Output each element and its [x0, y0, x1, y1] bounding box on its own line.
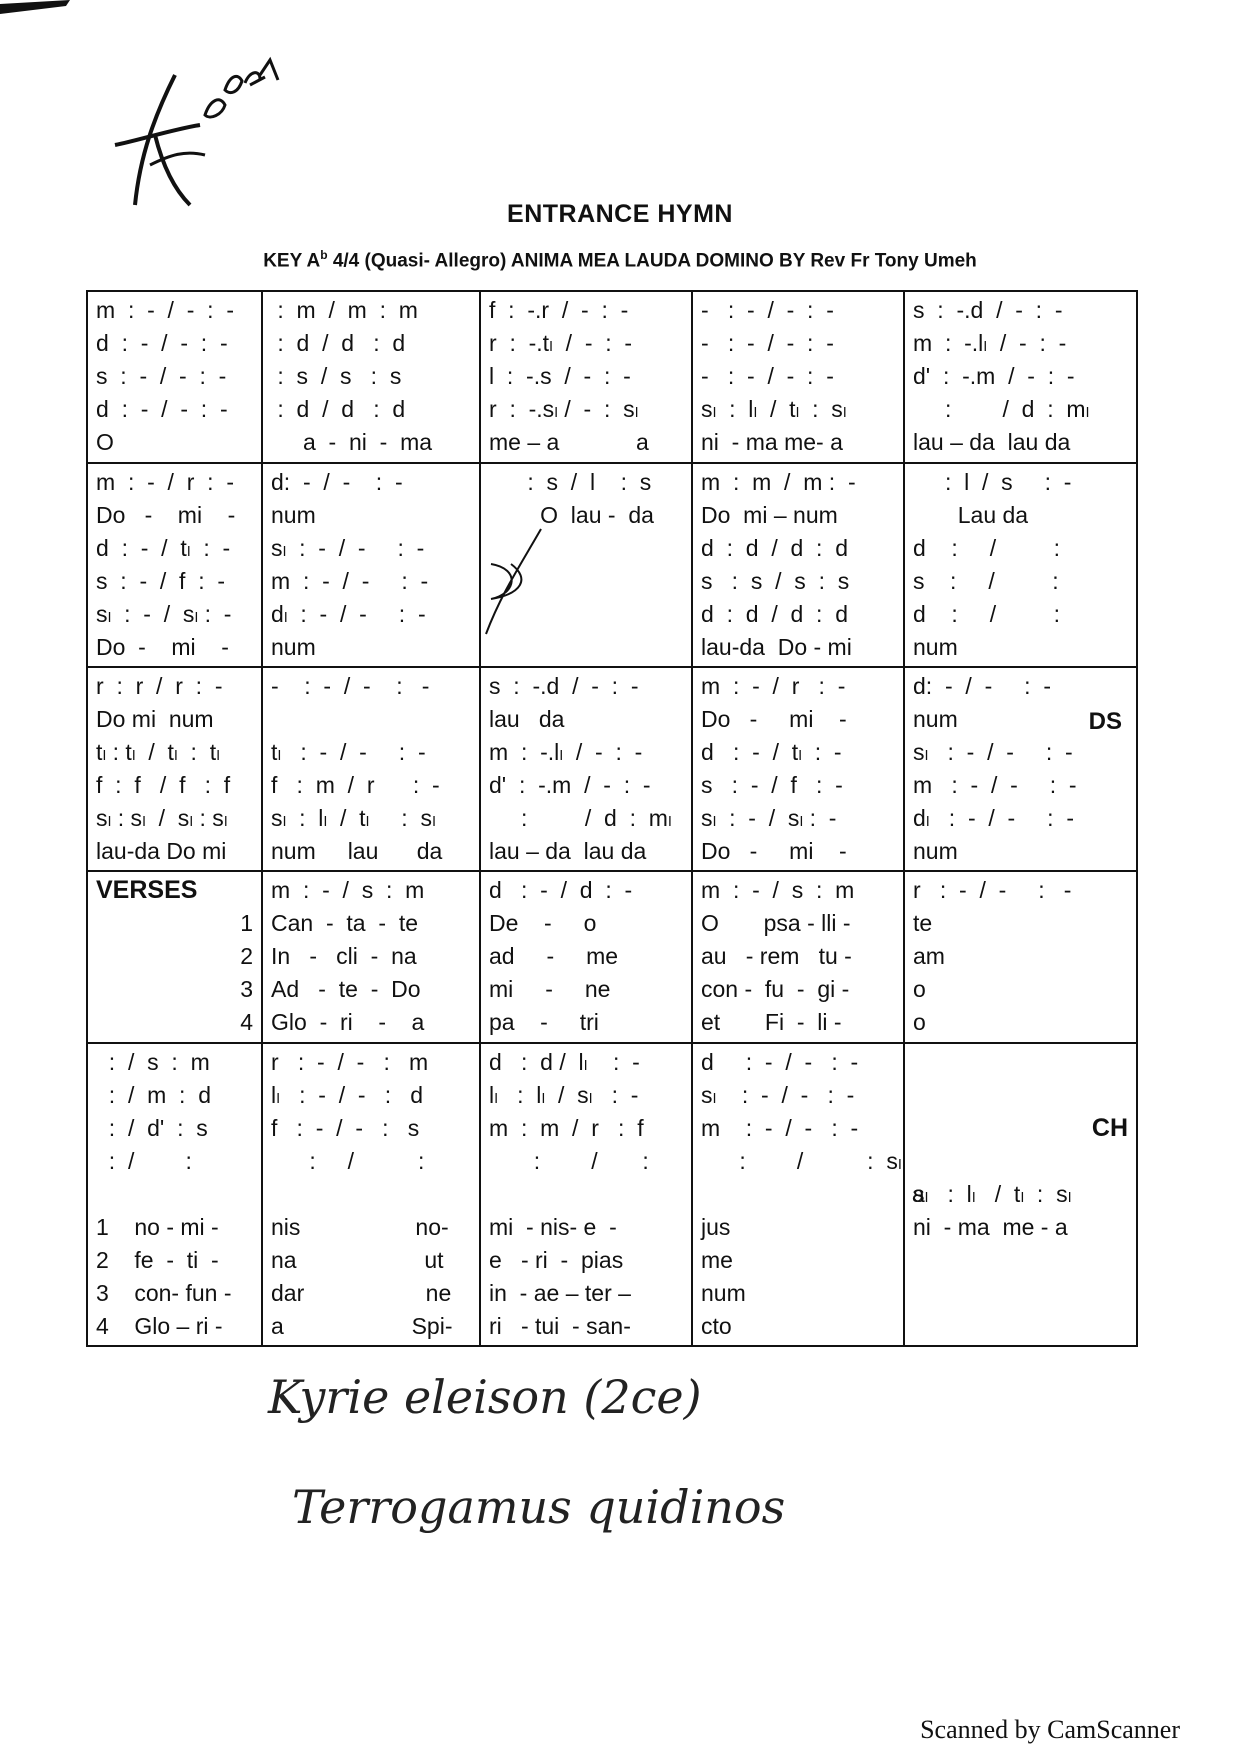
score-line: lau-da Do - mi	[701, 634, 852, 660]
score-line: m : m / r : f	[489, 1115, 644, 1141]
score-row	[87, 667, 1137, 871]
score-line: d : - / tₗ : -	[701, 739, 842, 765]
score-line: 1 no - mi -	[96, 1214, 219, 1240]
score-line: jus	[701, 1214, 731, 1240]
score-line: : / :	[271, 1148, 425, 1174]
handwritten-kyrie: Kyrie eleison (2ce)	[268, 1370, 702, 1424]
score-line: na ut	[271, 1247, 444, 1273]
score-line: m : -.lₗ / - : -	[913, 330, 1067, 356]
score-line: ni - ma me - a	[913, 1214, 1068, 1240]
score-line: r : -.sₗ / - : sₗ	[489, 396, 639, 422]
score-line: sₗ : lₗ / tₗ : sₗ	[271, 805, 436, 831]
score-line: sₗ : lₗ / tₗ : sₗ	[701, 396, 847, 422]
score-line: sₗ : - / - : -	[271, 535, 425, 561]
score-line: d: - / - : -	[913, 673, 1052, 699]
score-line: : / d : mₗ	[489, 805, 672, 831]
score-line: lau – da lau da	[913, 429, 1071, 455]
score-line: dₗ : - / - : -	[913, 805, 1074, 831]
score-cell	[692, 1043, 925, 1346]
score-line: lau-da Do mi	[96, 838, 227, 864]
score-line: : m / m : m	[271, 297, 418, 323]
score-cell	[480, 1043, 692, 1346]
score-row	[87, 291, 1137, 463]
score-cell	[904, 291, 1137, 463]
score-line: m : - / - : -	[913, 772, 1077, 798]
score-line: - : - / - : -	[701, 297, 834, 323]
score-line: r : - / - : -	[913, 877, 1072, 903]
score-cell	[480, 871, 692, 1043]
score-line: au - rem tu -	[701, 943, 852, 969]
score-line: nis no-	[271, 1214, 449, 1240]
score-line: lau da	[489, 706, 565, 732]
score-cell	[87, 667, 262, 871]
score-line: Do - mi -	[96, 502, 236, 528]
score-line	[913, 1145, 1128, 1178]
score-line: te	[913, 910, 933, 936]
score-line: s : -.d / - : -	[489, 673, 639, 699]
score-line: a	[701, 1181, 925, 1207]
score-line: : / d' : s	[96, 1115, 208, 1141]
score-line: d : d / lₗ : -	[489, 1049, 640, 1075]
score-line: mi - nis- e -	[489, 1214, 617, 1240]
score-line: s : - / f : -	[701, 772, 843, 798]
score-line: l : -.s / - : -	[489, 363, 631, 389]
score-line: ri - tui - san-	[489, 1313, 631, 1339]
score-line: m : - / r : -	[701, 673, 846, 699]
score-line: me	[701, 1247, 733, 1273]
score-line: : / :	[489, 1148, 649, 1174]
score-line: dar ne	[271, 1280, 452, 1306]
score-line: num	[913, 838, 958, 864]
score-line	[271, 703, 471, 736]
score-line: me – a a	[489, 429, 649, 455]
score-line: s : - / - : -	[96, 363, 227, 389]
score-cell	[262, 463, 480, 667]
score-cell	[480, 291, 692, 463]
score-line: r : -.tₗ / - : -	[489, 330, 633, 356]
score-line: O psa - lli -	[701, 910, 851, 936]
score-line: a - ni - ma	[271, 429, 433, 455]
score-line: d : d / d : d	[701, 535, 849, 561]
score-line: m : - / s : m	[271, 877, 425, 903]
score-line: De - o	[489, 910, 597, 936]
score-cell	[692, 871, 904, 1043]
score-line: m : -.lₗ / - : -	[489, 739, 643, 765]
score-line: num	[271, 502, 316, 528]
pen-scribble	[481, 524, 621, 644]
score-line: lau – da lau da	[489, 838, 647, 864]
score-line: num lau da	[271, 838, 443, 864]
score-cell	[904, 871, 1137, 1043]
score-line: Do mi num	[96, 706, 214, 732]
score-line: d : / :	[913, 601, 1060, 627]
score-line: lₗ : lₗ / sₗ : -	[489, 1082, 639, 1108]
score-line: O	[96, 429, 114, 455]
score-cell	[692, 667, 904, 871]
score-line: m : - / - : -	[271, 568, 429, 594]
score-line: 4	[240, 1009, 253, 1035]
score-line: - : - / - : -	[701, 363, 834, 389]
score-cell	[87, 291, 262, 463]
score-line: d' : -.m / - : -	[489, 772, 651, 798]
score-line: 1	[240, 910, 253, 936]
solfa-score-table	[86, 290, 1138, 1347]
score-line: d : - / - : -	[701, 1049, 859, 1075]
score-line: m : - / - : -	[701, 1115, 859, 1141]
score-line: am	[913, 943, 945, 969]
score-line: : s / s : s	[271, 363, 402, 389]
score-line: d : - / d : -	[489, 877, 633, 903]
score-line: d : d / d : d	[701, 601, 849, 627]
score-cell	[480, 667, 692, 871]
score-line: d : - / tₗ : -	[96, 535, 231, 561]
score-cell	[87, 1043, 262, 1346]
score-line: 3 con- fun -	[96, 1280, 232, 1306]
score-cell	[480, 463, 692, 667]
score-line: - : - / - : -	[701, 330, 834, 356]
score-line: f : -.r / - : -	[489, 297, 629, 323]
score-cell	[904, 667, 1137, 871]
score-cell	[262, 1043, 480, 1346]
score-line: - : - / - : -	[271, 673, 430, 699]
hymn-subtitle: KEY $A^b$ 4/4 (Quasi- Allegro) ANIMA MEA LAUDA DOMINO BY Rev Fr Tony Umeh	[263, 248, 977, 272]
score-line: Do mi – num	[701, 502, 838, 528]
score-row	[87, 1043, 1137, 1346]
score-line: 3	[240, 976, 253, 1002]
score-line: d : / :	[913, 535, 1060, 561]
score-line: In - cli - na	[271, 943, 417, 969]
score-line: CH	[1091, 1114, 1128, 1142]
score-line: o	[913, 976, 926, 1002]
score-line: lₗ : - / - : d	[271, 1082, 424, 1108]
score-line: Do - mi -	[96, 634, 229, 660]
score-line: 2 fe - ti -	[96, 1247, 219, 1273]
score-line: tₗ : tₗ / tₗ : tₗ	[96, 739, 220, 765]
score-line: m : m / m : -	[701, 469, 856, 495]
score-line: m : - / r : -	[96, 469, 234, 495]
score-line: O lau - da	[489, 502, 654, 528]
score-line	[913, 1046, 1128, 1079]
score-line: num	[701, 1280, 746, 1306]
score-line: : d / d : d	[271, 396, 406, 422]
score-line: num	[271, 634, 316, 660]
score-cell	[692, 291, 904, 463]
score-line	[489, 1178, 683, 1211]
score-line: s : s / s : s	[701, 568, 850, 594]
handwritten-note: Terrogamus quidinos	[292, 1480, 786, 1534]
verses-label: VERSES	[96, 876, 198, 904]
score-line: con - fu - gi -	[701, 976, 850, 1002]
score-line	[913, 1079, 1128, 1112]
score-line: Glo - ri - a	[271, 1009, 425, 1035]
score-line: sₗ : - / - : -	[913, 739, 1073, 765]
score-line: num	[913, 706, 958, 732]
score-line: m : - / - : -	[96, 297, 234, 323]
score-line: f : f / f : f	[96, 772, 231, 798]
score-line: : s / l : s	[489, 469, 652, 495]
score-line: r : r / r : -	[96, 673, 223, 699]
score-line: sₗ : sₗ / sₗ : sₗ	[96, 805, 228, 831]
score-cell	[87, 463, 262, 667]
score-line: ni - ma me- a	[701, 429, 843, 455]
scanner-footer: Scanned by CamScanner	[920, 1715, 1180, 1744]
score-line: f : - / - : s	[271, 1115, 420, 1141]
score-line: sₗ : - / sₗ : -	[701, 805, 837, 831]
score-line: 4 Glo – ri -	[96, 1313, 223, 1339]
score-line	[271, 1178, 471, 1211]
score-line: Lau da	[913, 502, 1029, 528]
score-cell	[87, 871, 262, 1043]
score-cell	[262, 291, 480, 463]
score-line: : l / s : -	[913, 469, 1072, 495]
score-cell	[262, 667, 480, 871]
score-row	[87, 463, 1137, 667]
score-line: cto	[701, 1313, 732, 1339]
score-cell	[904, 1043, 1137, 1346]
score-line: dₗ : - / - : -	[271, 601, 426, 627]
score-line: mi - ne	[489, 976, 611, 1002]
score-line: sₗ : lₗ / tₗ : sₗ	[913, 1181, 1072, 1207]
score-line: : d / d : d	[271, 330, 406, 356]
score-line: : / m : d	[96, 1082, 212, 1108]
score-line: o	[913, 1009, 926, 1035]
score-line: et Fi - li -	[701, 1009, 842, 1035]
score-line: in - ae – ter –	[489, 1280, 631, 1306]
score-line: : / : sₗ	[701, 1148, 902, 1174]
score-line: f : m / r : -	[271, 772, 440, 798]
score-line: s : / :	[913, 568, 1059, 594]
score-line: sₗ : - / sₗ : -	[96, 601, 232, 627]
score-line: num	[913, 634, 958, 660]
score-line: sₗ : - / - : -	[701, 1082, 855, 1108]
score-line: : / :	[96, 1148, 192, 1174]
score-line: pa - tri	[489, 1009, 599, 1035]
score-line: d : - / - : -	[96, 330, 228, 356]
score-line: : / d : mₗ	[913, 396, 1090, 422]
score-row	[87, 871, 1137, 1043]
score-line: m : - / s : m	[701, 877, 855, 903]
score-line: e - ri - pias	[489, 1247, 624, 1273]
score-cell	[262, 871, 480, 1043]
score-line: Ad - te - Do	[271, 976, 421, 1002]
page-title: ENTRANCE HYMN	[507, 200, 733, 228]
score-line: d' : -.m / - : -	[913, 363, 1075, 389]
score-line: tₗ : - / - : -	[271, 739, 426, 765]
score-line: 2	[240, 943, 253, 969]
score-line: r : - / - : m	[271, 1049, 429, 1075]
score-line: d : - / - : -	[96, 396, 228, 422]
score-line: s : - / f : -	[96, 568, 226, 594]
score-line: ad - me	[489, 943, 619, 969]
ds-marker: DS	[1088, 708, 1122, 735]
score-line: Do - mi -	[701, 706, 847, 732]
scan-edge-mark	[0, 0, 70, 18]
score-line	[96, 1178, 253, 1211]
score-line: Can - ta - te	[271, 910, 418, 936]
score-line: d: - / - : -	[271, 469, 403, 495]
score-cell	[692, 463, 904, 667]
score-line: : / s : m	[96, 1049, 210, 1075]
score-line: a Spi-	[271, 1313, 453, 1339]
score-cell	[904, 463, 1137, 667]
score-line: Do - mi -	[701, 838, 847, 864]
score-line: s : -.d / - : -	[913, 297, 1063, 323]
